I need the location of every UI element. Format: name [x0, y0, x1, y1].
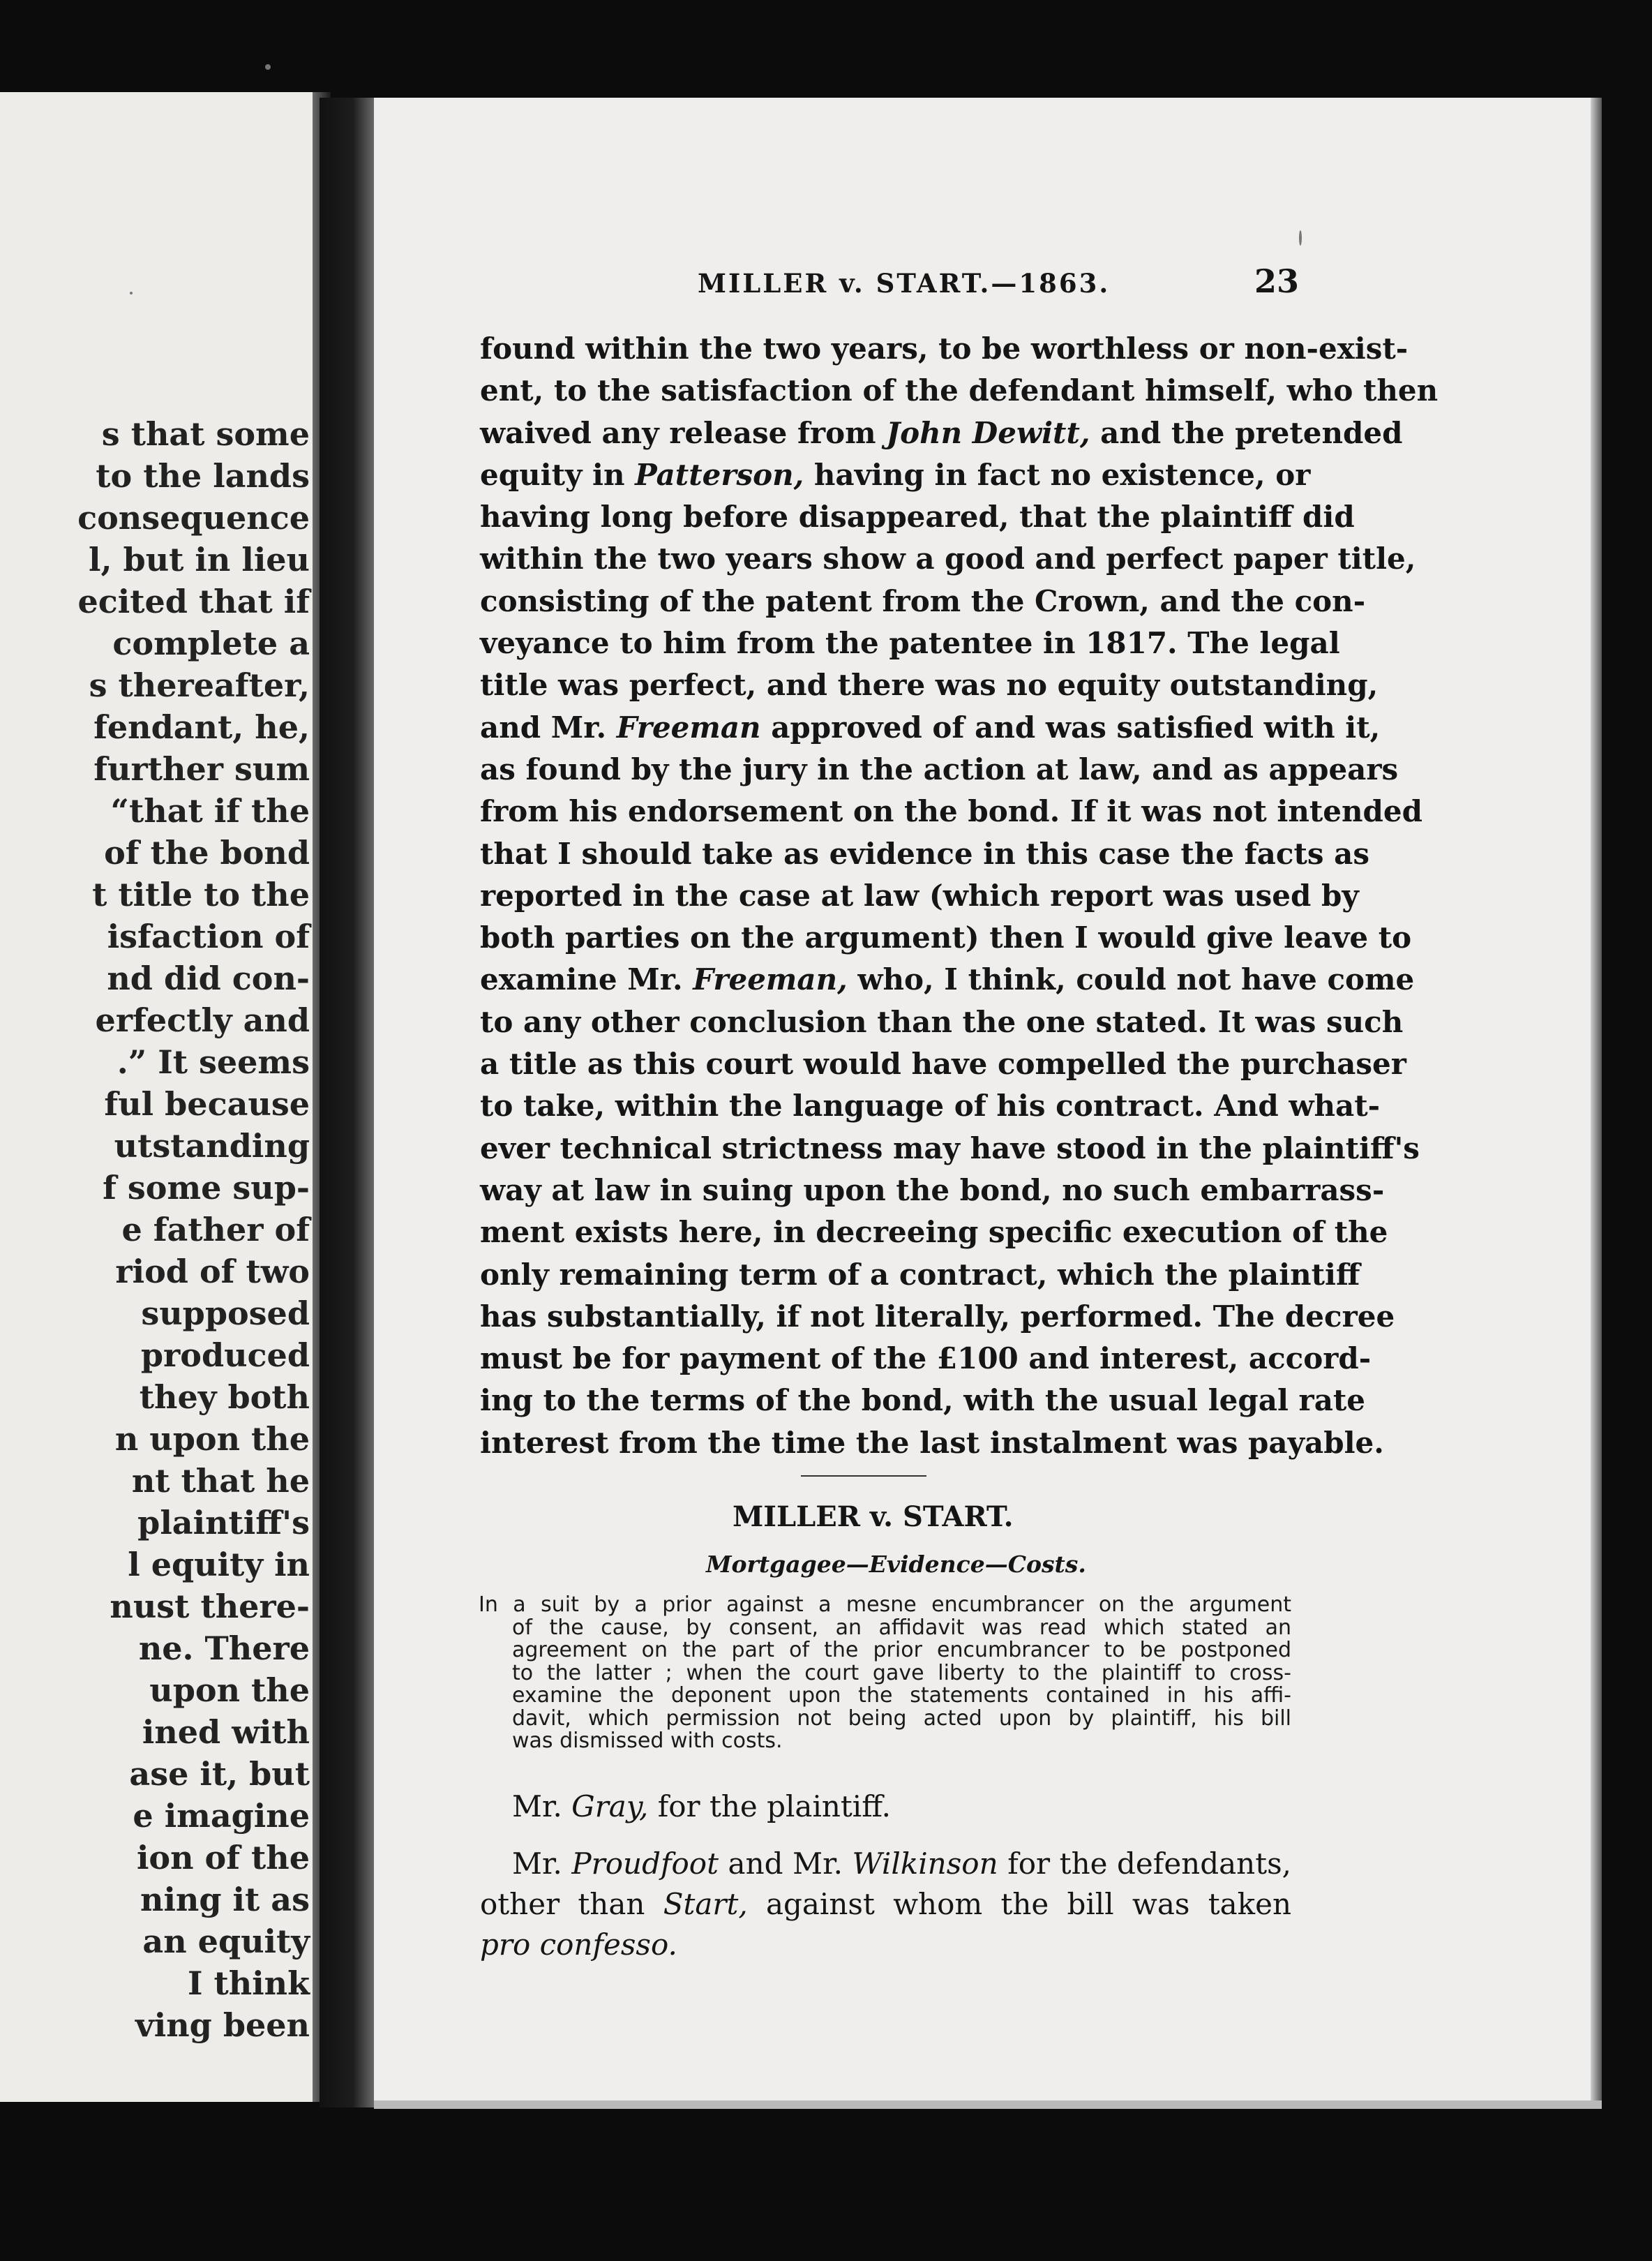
body-line: to any other conclusion than the one stated. It was such	[480, 1004, 1404, 1039]
running-head	[698, 262, 1299, 304]
latin-phrase: pro confesso.	[480, 1927, 677, 1962]
left-page-line: ion of the	[136, 1839, 310, 1876]
left-page-line: complete a	[112, 625, 310, 662]
body-line: from his endorsement on the bond. If it was not intended	[480, 794, 1422, 829]
scan-speck	[1299, 230, 1302, 246]
left-page-line: plaintiff's	[137, 1504, 310, 1542]
body-line: only remaining term of a contract, which the plaintiff	[480, 1257, 1360, 1292]
counsel-defendants	[480, 1844, 1291, 1965]
page-bottom-edge	[374, 2100, 1602, 2109]
body-line: to take, within the language of his contract. And what-	[480, 1089, 1381, 1124]
left-page-line: I think	[187, 1964, 310, 2002]
left-page-line: l, but in lieu	[89, 541, 310, 579]
body-line: interest from the time the last instalment was payable.	[480, 1425, 1384, 1460]
counsel-plaintiff	[480, 1786, 1291, 1827]
left-page-line: “that if the	[110, 792, 310, 830]
case-title: MILLER v. START.	[733, 1500, 1014, 1533]
person-name: Freeman,	[693, 962, 848, 997]
headnote-line: davit, which permission not being acted upon by plaintiff, his bill	[512, 1706, 1291, 1731]
body-line: ever technical strictness may have stood in the plaintiff's	[480, 1130, 1420, 1165]
left-page-line: l equity in	[128, 1546, 310, 1583]
left-page-line: s thereafter,	[89, 666, 310, 704]
page-number: 23	[1254, 262, 1299, 300]
person-name: Start,	[663, 1887, 748, 1921]
person-name: Gray,	[571, 1789, 649, 1823]
body-text	[480, 328, 1439, 1464]
section-rule	[801, 1475, 926, 1477]
gutter-shadow-right	[320, 98, 375, 2107]
scan-speck	[130, 292, 133, 294]
left-page-line: isfaction of	[107, 918, 310, 955]
left-page-line: riod of two	[115, 1253, 310, 1290]
body-line: both parties on the argument) then I would give leave to	[480, 920, 1412, 955]
case-subhead: Mortgagee—Evidence—Costs.	[706, 1551, 1086, 1578]
headnote-line: In a suit by a prior against a mesne encumbrancer on the argument	[479, 1592, 1291, 1617]
headnote-line: of the cause, by consent, an affidavit was read which stated an	[512, 1615, 1291, 1640]
left-page-line: of the bond	[104, 834, 310, 872]
running-head-title: MILLER v. START.—1863.	[698, 268, 1111, 299]
body-line: waived any release from John Dewitt, and the pretended	[480, 415, 1403, 450]
body-line: reported in the case at law (which report was used by	[480, 878, 1359, 913]
body-line: as found by the jury in the action at law, and as appears	[480, 752, 1399, 786]
left-page-line: further sum	[93, 750, 310, 788]
left-page-line: f some sup-	[103, 1169, 310, 1207]
case-name: John Dewitt,	[886, 415, 1090, 450]
person-name: Wilkinson	[852, 1846, 998, 1881]
body-line: a title as this court would have compelled the purchaser	[480, 1047, 1406, 1082]
body-line: and Mr. Freeman approved of and was satisfied with it,	[480, 710, 1381, 745]
page-edge	[1591, 98, 1602, 2109]
body-line: ment exists here, in decreeing specific execution of the	[480, 1215, 1388, 1250]
body-line: consisting of the patent from the Crown, and the con-	[480, 583, 1366, 618]
left-page-line: ful because	[104, 1085, 310, 1123]
left-page-line: supposed	[141, 1294, 310, 1332]
left-page-line: n upon the	[114, 1420, 310, 1458]
left-page-line: s that some	[101, 415, 310, 453]
left-page-line: nt that he	[131, 1462, 310, 1500]
headnote	[479, 1594, 1291, 1753]
left-page-line: ecited that if	[77, 583, 310, 620]
person-name: Proudfoot	[571, 1846, 719, 1881]
left-page-line: ase it, but	[129, 1755, 310, 1793]
left-page-line: produced	[140, 1336, 310, 1374]
left-page-line: ving been	[135, 2006, 310, 2044]
body-line: that I should take as evidence in this case the facts as	[480, 836, 1369, 871]
person-name: Freeman	[616, 710, 761, 745]
left-page-line: ined with	[142, 1713, 310, 1751]
left-page-line: ne. There	[138, 1629, 310, 1667]
body-line: has substantially, if not literally, performed. The decree	[480, 1299, 1395, 1334]
case-name: Patterson,	[635, 457, 804, 492]
headnote-line: agreement on the part of the prior encumbrancer to be postponed	[512, 1638, 1291, 1662]
left-page-line: e father of	[121, 1211, 310, 1248]
left-page-line: an equity	[142, 1923, 310, 1960]
left-page-line: ning it as	[140, 1881, 310, 1918]
left-page-line: t title to the	[92, 876, 310, 913]
body-line: way at law in suing upon the bond, no such embarrass-	[480, 1172, 1385, 1207]
headnote-line: was dismissed with costs.	[512, 1729, 783, 1753]
left-page-line: utstanding	[114, 1127, 310, 1165]
counsel-line: Mr. Proudfoot and Mr. Wilkinson for the defendants,	[512, 1846, 1291, 1881]
scan-speck	[265, 64, 271, 70]
left-page-line: they both	[139, 1378, 310, 1416]
counsel-line: Mr. Gray, for the plaintiff.	[512, 1789, 891, 1823]
counsel-line	[480, 1925, 1291, 1965]
body-line: veyance to him from the patentee in 1817. The legal	[480, 626, 1340, 661]
body-line: within the two years show a good and perfect paper title,	[480, 542, 1416, 576]
left-page-line: consequence	[77, 499, 310, 537]
left-page-line: fendant, he,	[93, 708, 310, 746]
body-line: examine Mr. Freeman, who, I think, could not have come	[480, 962, 1415, 997]
body-line: title was perfect, and there was no equity outstanding,	[480, 668, 1379, 703]
counsel-line: other than Start, against whom the bill was taken	[480, 1887, 1291, 1921]
left-page-text	[3, 413, 310, 2046]
left-page-line: e imagine	[133, 1797, 310, 1835]
left-page-line: nust there-	[110, 1588, 310, 1625]
headnote-line: to the latter ; when the court gave liberty to the plaintiff to cross-	[512, 1660, 1291, 1685]
left-page	[0, 92, 313, 2102]
left-page-line: upon the	[149, 1671, 310, 1709]
left-page-line: nd did con-	[107, 960, 310, 997]
left-page-line: erfectly and	[95, 1001, 310, 1039]
left-page-line: to the lands	[96, 457, 310, 495]
body-line: must be for payment of the £100 and interest, accord-	[480, 1341, 1372, 1376]
body-line: found within the two years, to be worthless or non-exist-	[480, 331, 1409, 366]
body-line: ing to the terms of the bond, with the usual legal rate	[480, 1383, 1366, 1418]
left-page-line: .” It seems	[117, 1043, 310, 1081]
body-line: equity in Patterson, having in fact no existence, or	[480, 457, 1311, 492]
headnote-line: examine the deponent upon the statements contained in his affi-	[512, 1683, 1291, 1708]
body-line: ent, to the satisfaction of the defendant himself, who then	[480, 373, 1439, 408]
body-line: having long before disappeared, that the plaintiff did	[480, 500, 1355, 535]
